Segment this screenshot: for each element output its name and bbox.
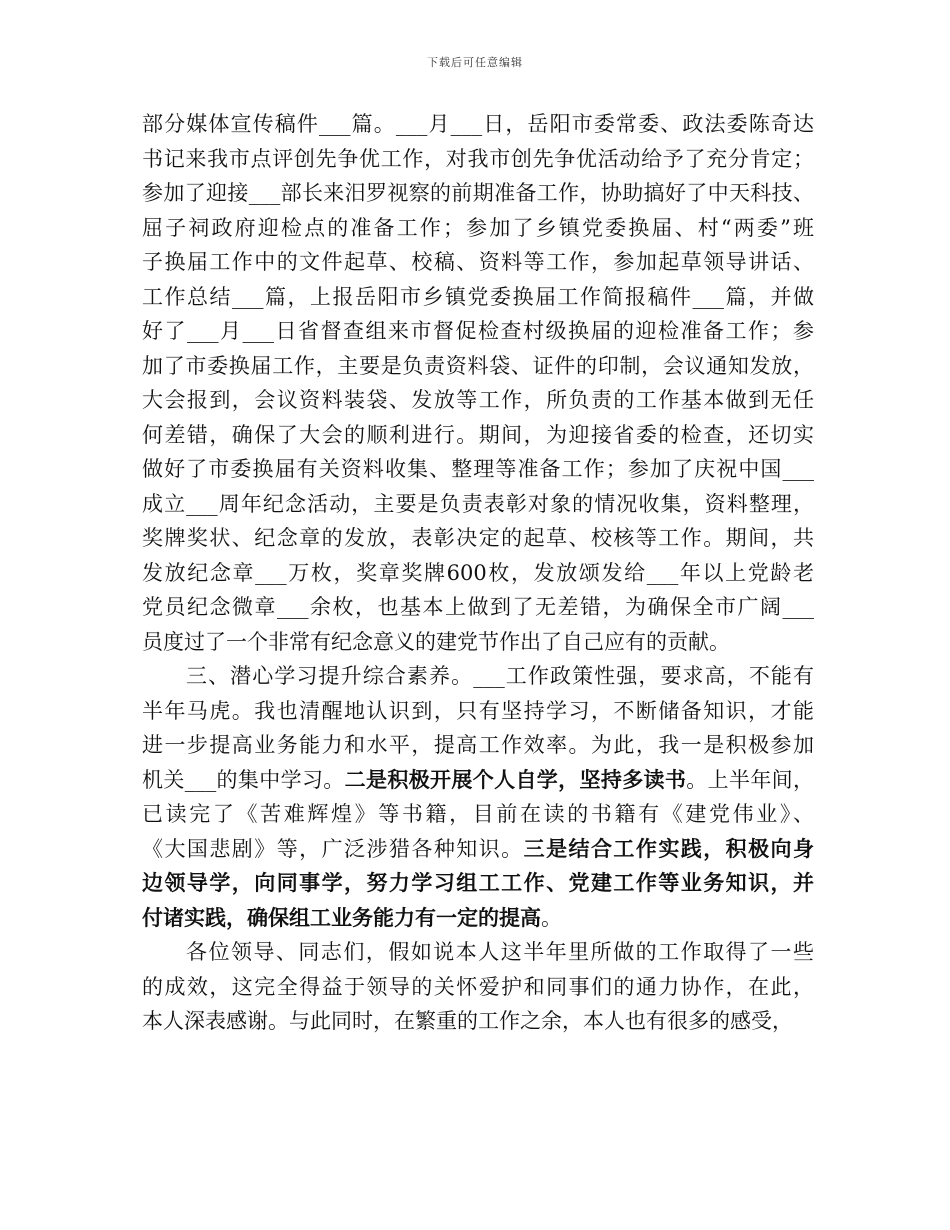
text-segment: 党员纪念微章___余枚，也基本上做到了无差错，为确保全市广阔___ xyxy=(142,595,814,619)
text-segment: 奖牌奖状、纪念章的发放，表彰决定的起草、校核等工作。期间，共 xyxy=(142,526,814,550)
text-line xyxy=(142,970,814,1005)
text-segment: 已读完了《苦难辉煌》等书籍，目前在读的书籍有《建党伟业》、 xyxy=(142,802,814,826)
text-line xyxy=(142,107,814,142)
bold-text-segment: 二是积极开展个人自学，坚持多读书 xyxy=(344,766,687,792)
text-line xyxy=(142,280,814,315)
text-segment: 大会报到，会议资料装袋、发放等工作，所负责的工作基本做到无任 xyxy=(142,388,814,412)
text-line xyxy=(142,383,814,418)
text-segment: 何差错，确保了大会的顺利进行。期间，为迎接省委的检查，还切实 xyxy=(142,422,814,447)
text-segment: 屈子祠政府迎检点的准备工作；参加了乡镇党委换届、村“两委”班 xyxy=(142,215,814,240)
text-line xyxy=(142,487,814,522)
text-segment: 发放纪念章___万枚，奖章奖牌600枚，发放颂发给___年以上党龄老 xyxy=(142,560,814,585)
text-segment: 进一步提高业务能力和水平，提高工作效率。为此，我一是积极参加 xyxy=(142,733,814,757)
text-line xyxy=(142,349,814,384)
text-line xyxy=(142,556,814,591)
text-line xyxy=(142,866,814,901)
text-segment: 的成效，这完全得益于领导的关怀爱护和同事们的通力协作，在此， xyxy=(142,974,814,999)
text-line xyxy=(142,901,814,936)
text-line xyxy=(142,211,814,246)
text-line xyxy=(142,245,814,280)
text-line xyxy=(142,694,814,729)
text-line xyxy=(142,625,814,660)
paragraph xyxy=(142,935,814,1039)
text-line xyxy=(142,659,814,694)
text-segment: 机关___的集中学习。 xyxy=(142,767,345,792)
text-line xyxy=(142,763,814,798)
text-segment: 成立___周年纪念活动，主要是负责表彰对象的情况收集，资料整理， xyxy=(142,491,814,516)
text-line xyxy=(142,935,814,970)
text-line xyxy=(142,314,814,349)
paragraph xyxy=(142,107,814,659)
text-line xyxy=(142,142,814,177)
text-line xyxy=(142,832,814,867)
text-segment: 各位领导、同志们，假如说本人这半年里所做的工作取得了一些 xyxy=(186,940,814,964)
text-line xyxy=(142,176,814,211)
text-segment: 本人深表感谢。与此同时，在繁重的工作之余，本人也有很多的感受， xyxy=(142,1009,793,1033)
text-line xyxy=(142,452,814,487)
paragraph xyxy=(142,659,814,935)
page-header: 下载后可任意编辑 xyxy=(427,56,523,69)
text-line xyxy=(142,797,814,832)
document-body xyxy=(142,107,814,1039)
text-line xyxy=(142,590,814,625)
text-segment: 。上半年间， xyxy=(686,767,815,792)
text-line xyxy=(142,418,814,453)
text-segment: 半年马虎。我也清醒地认识到，只有坚持学习，不断储备知识，才能 xyxy=(142,698,814,723)
text-segment: 员度过了一个非常有纪念意义的建党节作出了自己应有的贡献。 xyxy=(142,629,730,654)
text-segment: 子换届工作中的文件起草、校稿、资料等工作，参加起草领导讲话、 xyxy=(142,250,814,274)
text-segment: 工作总结___篇，上报岳阳市乡镇党委换届工作简报稿件___篇，并做 xyxy=(142,284,814,309)
text-segment: 好了___月___日省督查组来市督促检查村级换届的迎检准备工作；参 xyxy=(142,319,814,343)
bold-text-segment: 三是结合工作实践，积极向身 xyxy=(523,835,815,861)
bold-text-segment: 边领导学，向同事学，努力学习组工工作、党建工作等业务知识，并 xyxy=(142,870,814,895)
text-segment: 书记来我市点评创先争优工作，对我市创先争优活动给予了充分肯定； xyxy=(142,146,814,171)
text-segment: 加了市委换届工作，主要是负责资料袋、证件的印制，会议通知发放， xyxy=(142,353,814,378)
text-segment: 《大国悲剧》等，广泛涉猎各种知识。 xyxy=(142,836,524,861)
text-line xyxy=(142,1004,814,1039)
text-line xyxy=(142,521,814,556)
text-segment: 三、潜心学习提升综合素养。___工作政策性强，要求高，不能有 xyxy=(186,664,814,688)
text-segment: 做好了市委换届有关资料收集、整理等准备工作；参加了庆祝中国___ xyxy=(142,457,814,481)
text-segment: 。 xyxy=(541,905,562,930)
text-line xyxy=(142,728,814,763)
text-segment: 参加了迎接___部长来汨罗视察的前期准备工作，协助搞好了中天科技、 xyxy=(142,181,814,205)
text-segment: 部分媒体宣传稿件___篇。___月___日，岳阳市委常委、政法委陈奇达 xyxy=(142,112,814,136)
bold-text-segment: 付诸实践，确保组工业务能力有一定的提高 xyxy=(142,904,541,930)
